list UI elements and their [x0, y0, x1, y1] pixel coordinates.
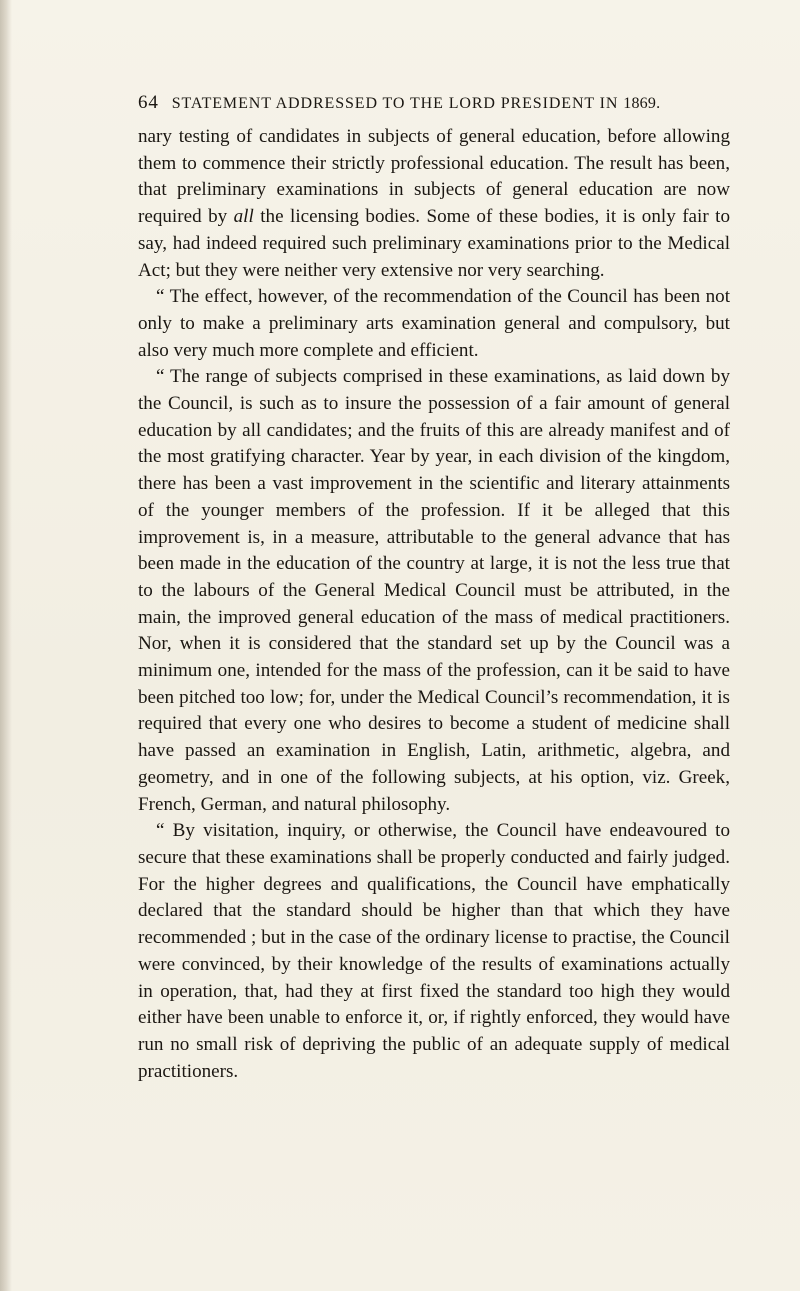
paragraph-1-text-end: the licensing bodies. Some of these bodies, it is only fair to say, had indeed required such preliminary examinations prior to the Medical Act; but they were neither very extensive nor very searching. [138, 206, 730, 281]
paragraph-3: “ The range of subjects comprised in these examinations, as laid down by the Council, is such as to insure the possession of a fair amount of general education by all candidates; and the fruits of this are already manifest and of the most gratifying character. Year by year, in each division of the kingdom, there has been a vast improvement in the scientific and literary attainments of the younger members of the profession. If it be alleged that this improvement is, in a measure, attributable to the general advance that has been made in the education of the country at large, it is not the less true that to the labours of the General Medical Council must be attributed, in the main, the improved general education of the mass of medical practitioners. Nor, when it is considered that the standard set up by the Council was a minimum one, intended for the mass of the profession, can it be said to have been pitched too low; for, under the Medical Council’s recommendation, it is required that every one who desires to become a student of medicine shall have passed an examination in English, Latin, arithmetic, algebra, and geometry, and in one of the following subjects, at his option, viz. Greek, French, German, and natural philosophy. [138, 366, 730, 815]
italic-emphasis: all [233, 206, 254, 228]
running-title-year: 1869. [623, 95, 661, 112]
paragraph-1 [138, 124, 730, 284]
paragraph-4: “ By visitation, inquiry, or otherwise, the Council have endeavoured to secure that these examinations shall be properly conducted and fairly judged. For the higher degrees and qualifications, the Council have emphatically declared that the standard should be higher than that which they have recommended ; but in the case of the ordinary license to practise, the Council were convinced, by their knowledge of the results of examinations actually in operation, that, had they at first fixed the standard too high they would either have been unable to enforce it, or, if rightly enforced, they would have run no small risk of depriving the public of an adequate supply of medical practitioners. [138, 820, 730, 1082]
page-binding-edge [0, 0, 12, 1291]
page-number: 64 [138, 92, 159, 113]
page-text [138, 124, 730, 1085]
paragraph-2: “ The effect, however, of the recommendation of the Council has been not only to make a preliminary arts examination general and compulsory, but also very much more complete and efficient. [138, 286, 730, 361]
running-header [138, 90, 738, 116]
running-title: STATEMENT ADDRESSED TO THE LORD PRESIDENT IN [171, 95, 619, 112]
paragraph-1-text-start: nary testing of candidates in subjects of general education, before allowing them to commence their strictly professional education. The result has been, that preliminary examinations in subjects of general education are now required by [138, 126, 730, 228]
